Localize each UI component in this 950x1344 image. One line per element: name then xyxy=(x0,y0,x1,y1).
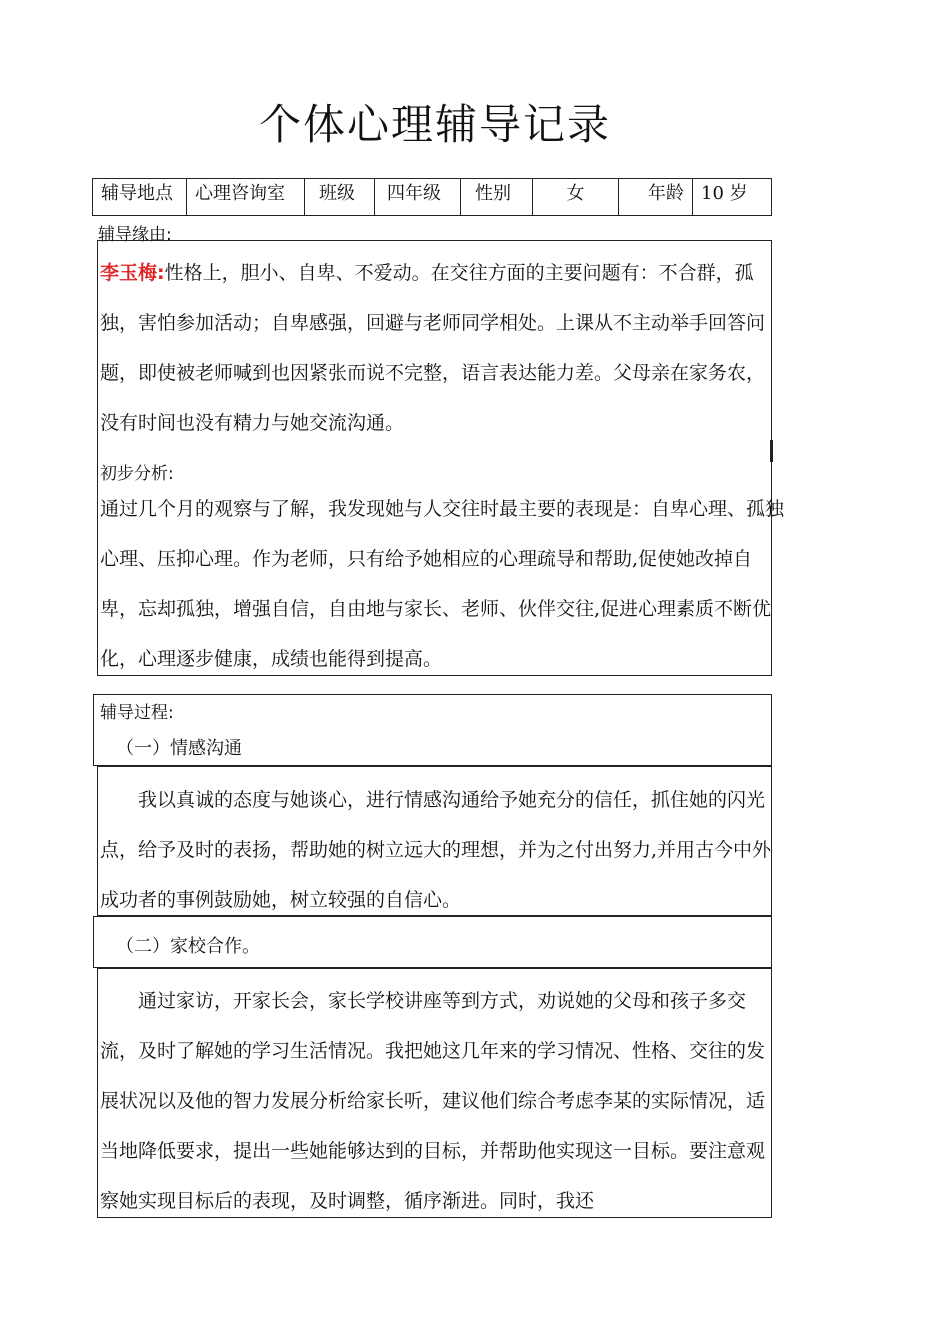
process-label: 辅导过程: xyxy=(100,703,174,723)
info-cell-age-value: 10 岁 xyxy=(701,183,748,204)
section-2-heading: （二）家校合作。 xyxy=(116,936,260,957)
info-cell-gender-label: 性别 xyxy=(461,179,533,215)
info-cell-gender-value: 女 xyxy=(533,179,619,215)
page-title: 个体心理辅导记录 xyxy=(258,100,611,149)
section-1-heading: （一）情感沟通 xyxy=(116,738,242,759)
info-cell-class-label: 班级 xyxy=(305,179,375,215)
info-table-row xyxy=(92,178,772,216)
reason-paragraph xyxy=(100,248,778,448)
analysis-paragraph: 通过几个月的观察与了解，我发现她与人交往时最主要的表现是：自卑心理、孤独心理、压抑心理。作为老师，只有给予她相应的心理疏导和帮助,促使她改掉自卑，忘却孤独，增强自信，自由地与家长、老师、伙伴交往,促进心理素质不断优化，心理逐步健康，成绩也能得到提高。 xyxy=(100,498,785,670)
reason-text: 性格上，胆小、自卑、不爱动。在交往方面的主要问题有：不合群，孤独，害怕参加活动；自卑感强，回避与老师同学相处。上课从不主动举手回答问题，即使被老师喊到也因紧张而说不完整，语言表达能力差。父母亲在家务农，没有时间也没有精力与她交流沟通。 xyxy=(100,262,766,434)
section-1-text: 我以真诚的态度与她谈心，进行情感沟通给予她充分的信任，抓住她的闪光点，给予及时的表扬，帮助她的树立远大的理想，并为之付出努力,并用古今中外成功者的事例鼓励她，树立较强的自信心。 xyxy=(100,789,772,911)
info-cell-age-label: 年龄 xyxy=(619,179,693,215)
student-name: 李玉梅: xyxy=(100,262,165,284)
info-cell-class-value: 四年级 xyxy=(375,179,461,215)
reason-label: 辅导缘由: xyxy=(98,225,172,245)
analysis-label: 初步分析: xyxy=(100,464,174,484)
section-2-bottom-border xyxy=(97,1217,772,1218)
info-cell-location-value: 心理咨询室 xyxy=(187,179,305,215)
section-2-text: 通过家访，开家长会，家长学校讲座等到方式，劝说她的父母和孩子多交流，及时了解她的学习生活情况。我把她这几年来的学习情况、性格、交往的发展状况以及他的智力发展分析给家长听，建议他们综合考虑李某的实际情况，适当地降低要求，提出一些她能够达到的目标，并帮助他实现这一目标。要注意观察她实现目标后的表现，及时调整，循序渐进。同时，我还 xyxy=(100,990,766,1212)
info-cell-location-label: 辅导地点 xyxy=(93,179,187,215)
